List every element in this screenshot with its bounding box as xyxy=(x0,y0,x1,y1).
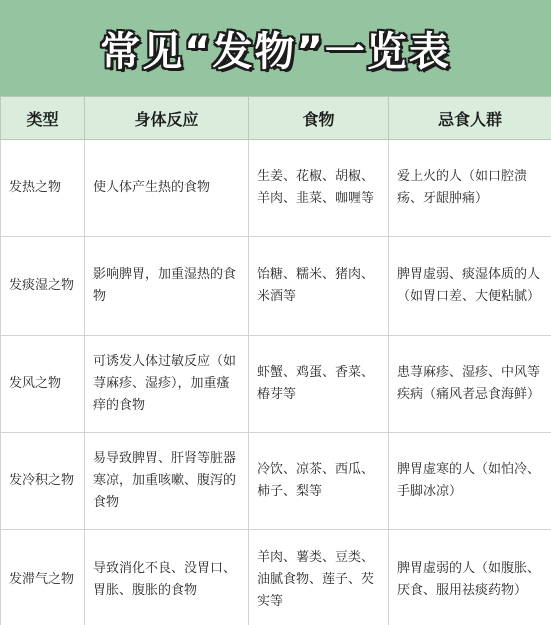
cell-reaction: 影响脾胃，加重湿热的食物 xyxy=(85,237,249,336)
column-header-avoid: 忌食人群 xyxy=(389,97,551,140)
table-row xyxy=(1,530,551,625)
cell-avoid: 脾胃虚寒的人（如怕冷、手脚冰凉） xyxy=(389,433,551,530)
cell-reaction: 导致消化不良、没胃口、胃胀、腹胀的食物 xyxy=(85,530,249,625)
column-header-reaction: 身体反应 xyxy=(85,97,249,140)
table-row xyxy=(1,433,551,530)
table-header-row xyxy=(1,97,551,140)
cell-avoid: 爱上火的人（如口腔溃疡、牙龈肿痛） xyxy=(389,140,551,237)
column-header-type: 类型 xyxy=(1,97,85,140)
cell-reaction: 易导致脾胃、肝肾等脏器寒凉，加重咳嗽、腹泻的食物 xyxy=(85,433,249,530)
cell-avoid: 患荨麻疹、湿疹、中风等疾病（痛风者忌食海鲜） xyxy=(389,336,551,433)
cell-type: 发滞气之物 xyxy=(1,530,85,625)
cell-type: 发痰湿之物 xyxy=(1,237,85,336)
cell-avoid: 脾胃虚弱的人（如腹胀、厌食、服用祛痰药物） xyxy=(389,530,551,625)
cell-reaction: 使人体产生热的食物 xyxy=(85,140,249,237)
cell-foods: 羊肉、薯类、豆类、油腻食物、莲子、芡实等 xyxy=(249,530,389,625)
cell-avoid: 脾胃虚弱、痰湿体质的人（如胃口差、大便粘腻） xyxy=(389,237,551,336)
cell-foods: 冷饮、凉茶、西瓜、柿子、梨等 xyxy=(249,433,389,530)
cell-type: 发热之物 xyxy=(1,140,85,237)
food-table xyxy=(0,96,551,625)
cell-foods: 虾蟹、鸡蛋、香菜、椿芽等 xyxy=(249,336,389,433)
cell-type: 发冷积之物 xyxy=(1,433,85,530)
table-row xyxy=(1,140,551,237)
title-banner xyxy=(0,0,551,96)
cell-foods: 饴糖、糯米、猪肉、米酒等 xyxy=(249,237,389,336)
cell-reaction: 可诱发人体过敏反应（如荨麻疹、湿疹），加重瘙痒的食物 xyxy=(85,336,249,433)
page-title: 常见“发物”一览表 xyxy=(100,28,451,75)
column-header-foods: 食物 xyxy=(249,97,389,140)
cell-type: 发风之物 xyxy=(1,336,85,433)
table-row xyxy=(1,237,551,336)
table-row xyxy=(1,336,551,433)
cell-foods: 生姜、花椒、胡椒、羊肉、韭菜、咖喱等 xyxy=(249,140,389,237)
